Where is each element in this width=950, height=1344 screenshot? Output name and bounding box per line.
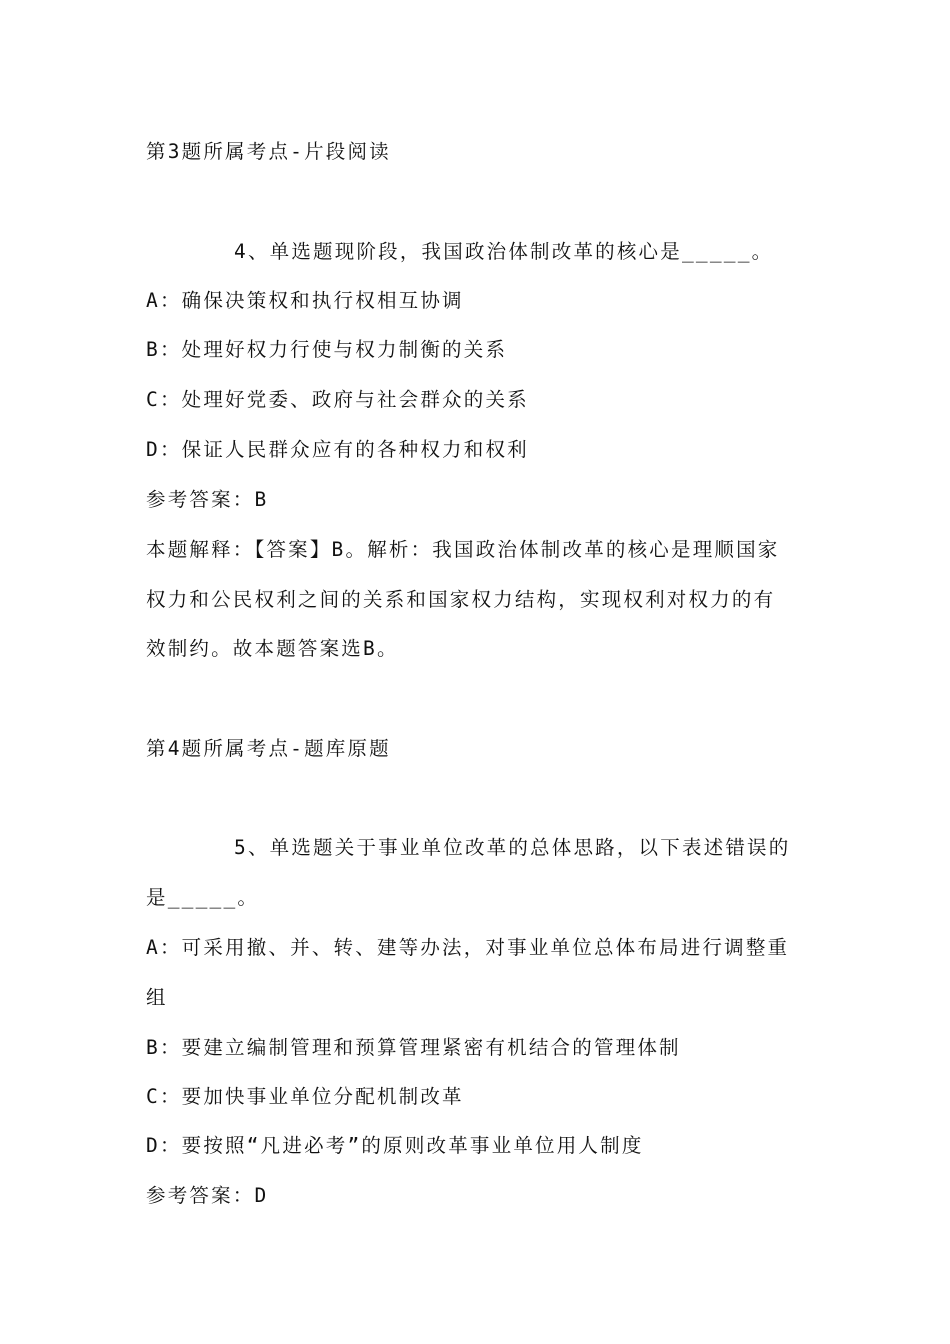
question-5-answer: 参考答案：D [146, 1184, 269, 1207]
question-4-stem: 4、单选题现阶段，我国政治体制改革的核心是_____。 [234, 240, 774, 263]
question-5-option-c: C：要加快事业单位分配机制改革 [146, 1085, 464, 1108]
question-4-explanation-line-3: 效制约。故本题答案选B。 [146, 637, 399, 660]
question-5-option-a-continued: 组 [146, 986, 168, 1009]
question-4-explanation-line-1: 本题解释：【答案】B。解析：我国政治体制改革的核心是理顺国家 [146, 538, 780, 561]
section-heading-q3: 第3题所属考点-片段阅读 [146, 140, 391, 163]
question-4-option-b: B：处理好权力行使与权力制衡的关系 [146, 338, 508, 361]
question-4-option-a: A：确保决策权和执行权相互协调 [146, 289, 464, 312]
question-4-answer: 参考答案：B [146, 488, 269, 511]
question-5-option-b: B：要建立编制管理和预算管理紧密有机结合的管理体制 [146, 1036, 681, 1059]
question-5-option-a: A：可采用撤、并、转、建等办法，对事业单位总体布局进行调整重 [146, 936, 790, 959]
question-5-stem-line-1: 5、单选题关于事业单位改革的总体思路，以下表述错误的 [234, 836, 791, 859]
question-5-option-d: D：要按照“凡进必考”的原则改革事业单位用人制度 [146, 1134, 644, 1157]
section-heading-q4: 第4题所属考点-题库原题 [146, 737, 391, 760]
question-4-option-d: D：保证人民群众应有的各种权力和权利 [146, 438, 529, 461]
question-5-stem-line-2: 是_____。 [146, 886, 260, 909]
question-4-explanation-line-2: 权力和公民权利之间的关系和国家权力结构，实现权利对权力的有 [146, 588, 776, 611]
question-4-option-c: C：处理好党委、政府与社会群众的关系 [146, 388, 529, 411]
